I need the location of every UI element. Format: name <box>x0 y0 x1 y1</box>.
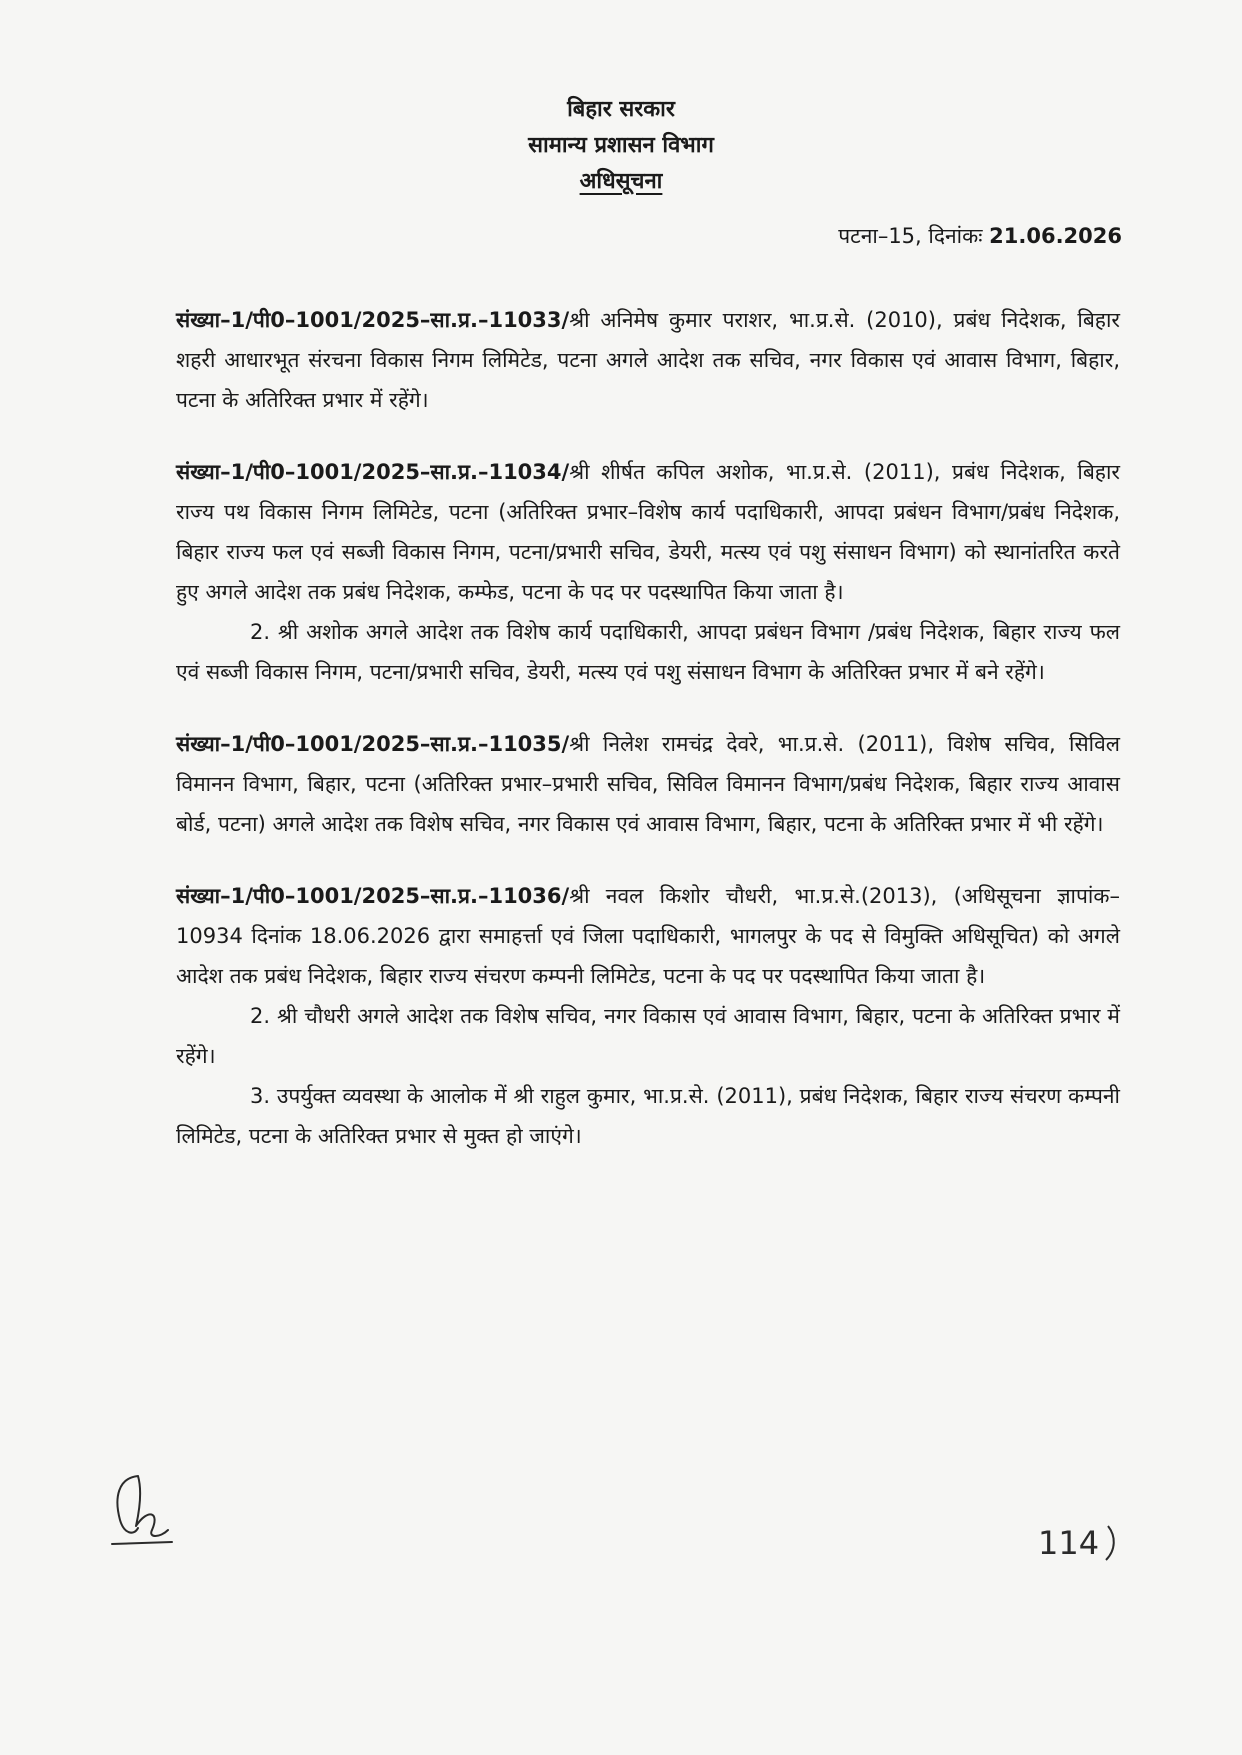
handwritten-signature-icon <box>108 1468 178 1548</box>
document-type: अधिसूचना <box>579 169 663 194</box>
notice-sub-clause: 3. उपर्युक्त व्यवस्था के आलोक में श्री राहुल कुमार, भा.प्र.से. (2011), प्रबंध निदेशक, बिहार राज्य संचरण कम्पनी लिमिटेड, पटना के अतिरिक्त प्रभार से मुक्त हो जाएंगे। <box>176 1084 1120 1148</box>
department-name: सामान्य प्रशासन विभाग <box>528 133 714 158</box>
notice-sub-clause: 2. श्री अशोक अगले आदेश तक विशेष कार्य पदाधिकारी, आपदा प्रबंधन विभाग /प्रबंध निदेशक, बिहार राज्य फल एवं सब्जी विकास निगम, पटना/प्रभारी सचिव, डेयरी, मत्स्य एवं पशु संसाधन विभाग के अतिरिक्त प्रभार में बने रहेंगे। <box>176 620 1120 684</box>
government-name: बिहार सरकार <box>567 97 675 122</box>
notice-text: श्री शीर्षत कपिल अशोक, भा.प्र.से. (2011), प्रबंध निदेशक, बिहार राज्य पथ विकास निगम लिमिटेड, पटना (अतिरिक्त प्रभार–विशेष कार्य पदाधिकारी, आपदा प्रबंधन विभाग/प्रबंध निदेशक, बिहार राज्य फल एवं सब्जी विकास निगम, पटना/प्रभारी सचिव, डेयरी, मत्स्य एवं पशु संसाधन विभाग) को स्थानांतरित करते हुए अगले आदेश तक प्रबंध निदेशक, कम्फेड, पटना के पद पर पदस्थापित किया जाता है। <box>176 460 1120 604</box>
place-date-line <box>838 220 1122 252</box>
notice-paragraph <box>176 300 1120 420</box>
notice-reference-number: संख्या–1/पी0–1001/2025–सा.प्र.–11033/ <box>176 308 570 332</box>
notice-reference-number: संख्या–1/पी0–1001/2025–सा.प्र.–11035/ <box>176 732 570 756</box>
notification-body <box>176 300 1120 1156</box>
notice-sub-clause: 2. श्री चौधरी अगले आदेश तक विशेष सचिव, नगर विकास एवं आवास विभाग, बिहार, पटना के अतिरिक्त प्रभार में रहेंगे। <box>176 1004 1120 1068</box>
notice-paragraph <box>176 452 1120 612</box>
notice-reference-number: संख्या–1/पी0–1001/2025–सा.प्र.–11036/ <box>176 884 570 908</box>
notice-text: श्री अनिमेष कुमार पराशर, भा.प्र.से. (2010), प्रबंध निदेशक, बिहार शहरी आधारभूत संरचना विकास निगम लिमिटेड, पटना अगले आदेश तक सचिव, नगर विकास एवं आवास विभाग, बिहार, पटना के अतिरिक्त प्रभार में रहेंगे। <box>176 308 1120 412</box>
notice-reference-number: संख्या–1/पी0–1001/2025–सा.प्र.–11034/ <box>176 460 570 484</box>
notice-text: श्री निलेश रामचंद्र देवरे, भा.प्र.से. (2011), विशेष सचिव, सिविल विमानन विभाग, बिहार, पटना (अतिरिक्त प्रभार–प्रभारी सचिव, सिविल विमानन विभाग/प्रबंध निदेशक, बिहार राज्य आवास बोर्ड, पटना) अगले आदेश तक विशेष सचिव, नगर विकास एवं आवास विभाग, बिहार, पटना के अतिरिक्त प्रभार में भी रहेंगे। <box>176 732 1120 836</box>
notice-text: श्री नवल किशोर चौधरी, भा.प्र.से.(2013), (अधिसूचना ज्ञापांक–10934 दिनांक 18.06.2026 द्वारा समाहर्त्ता एवं जिला पदाधिकारी, भागलपुर के पद से विमुक्ति अधिसूचित) को अगले आदेश तक प्रबंध निदेशक, बिहार राज्य संचरण कम्पनी लिमिटेड, पटना के पद पर पदस्थापित किया जाता है। <box>176 884 1120 988</box>
page-mark-text: 114 <box>1038 1524 1100 1562</box>
issue-date: 21.06.2026 <box>989 224 1122 248</box>
notice-paragraph <box>176 876 1120 996</box>
document-header <box>0 92 1242 200</box>
handwritten-page-mark <box>1034 1520 1118 1564</box>
notice-paragraph <box>176 724 1120 844</box>
place-label: पटना–15, दिनांकः <box>838 224 983 248</box>
